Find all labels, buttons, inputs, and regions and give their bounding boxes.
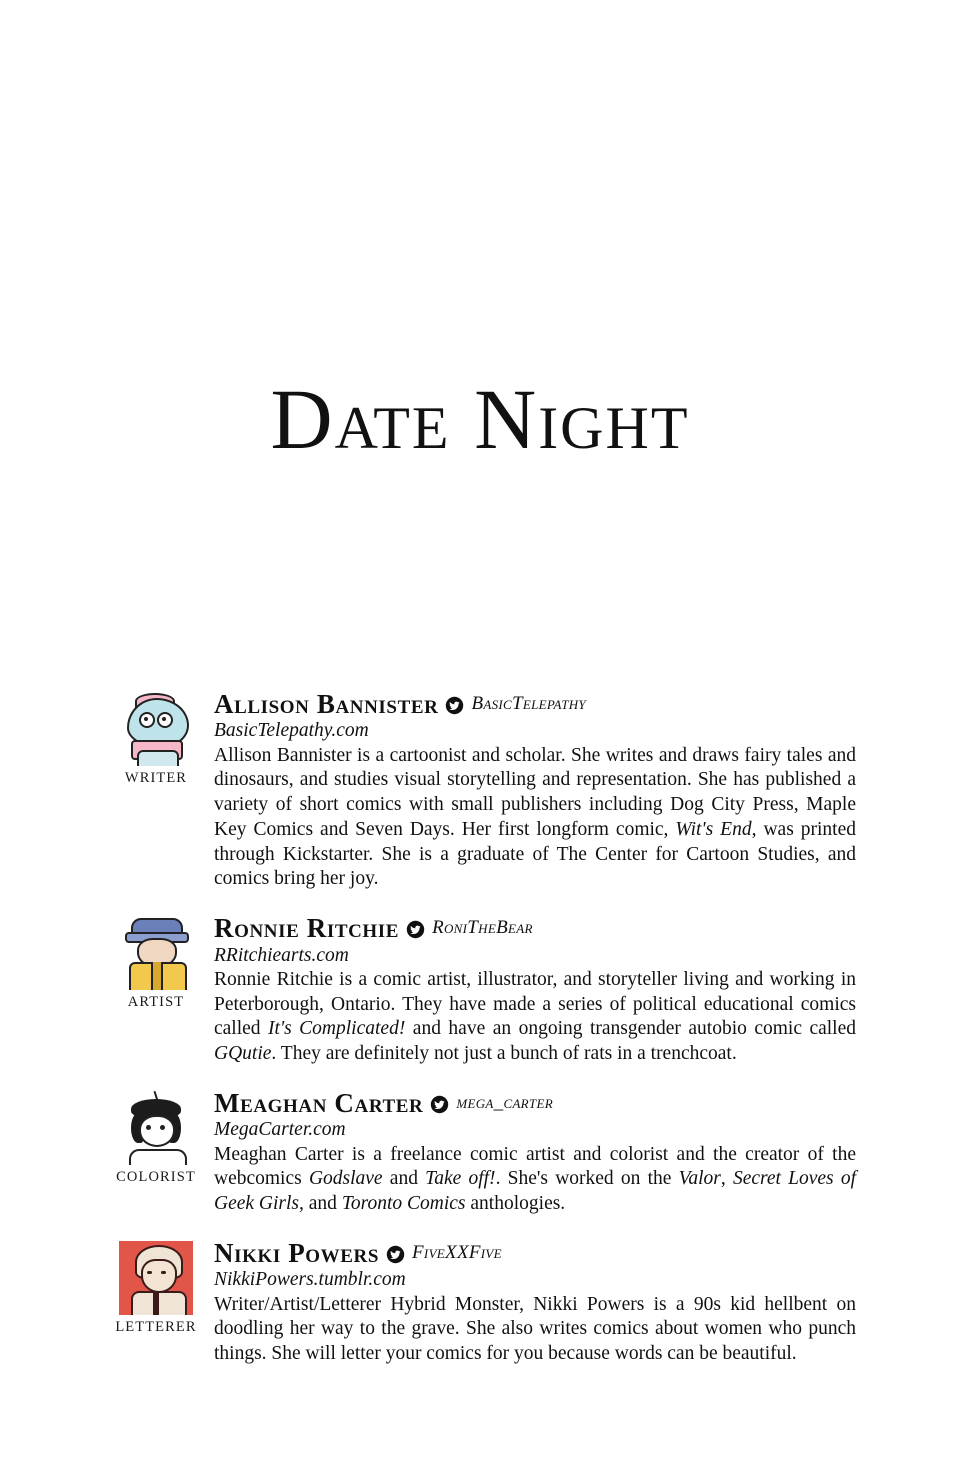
name-line: [214, 1089, 856, 1117]
twitter-handle[interactable]: BasicTelepathy: [471, 693, 586, 715]
twitter-bird-icon[interactable]: [406, 920, 425, 939]
role-label-artist: ARTIST: [127, 994, 185, 1011]
role-label-colorist: COLORIST: [116, 1168, 196, 1185]
bio-text: Ronnie Ritchie is a comic artist, illustrator, and storyteller living and working in Peterborough, Ontario. They have made a series of political educational comics called It's Complicated! and have an ongoing transgender autobio comic called GQutie. They are definitely not just a bunch of rats in a trenchcoat.: [214, 968, 856, 1065]
bio-text: Meaghan Carter is a freelance comic artist and colorist and the creator of the webcomics Godslave and Take off!. She's worked on the Valor, Secret Loves of Geek Girls, and Toronto Comics anthologies.: [214, 1143, 857, 1215]
dinosaur-with-glasses-portrait: [119, 692, 193, 766]
credit-text: [204, 1089, 856, 1217]
person-name: Meaghan Carter: [214, 1087, 424, 1118]
twitter-handle[interactable]: FiveXXFive: [412, 1242, 502, 1264]
portrait-column: [108, 1089, 204, 1186]
twitter-handle[interactable]: RoniTheBear: [432, 917, 533, 939]
website-link[interactable]: NikkiPowers.tumblr.com: [214, 1269, 406, 1291]
portrait-column: [108, 914, 204, 1011]
website-link[interactable]: BasicTelepathy.com: [214, 720, 369, 742]
woman-with-beret-portrait: [119, 1091, 193, 1165]
role-label-writer: WRITER: [124, 770, 188, 786]
portrait-column: [108, 690, 204, 787]
twitter-bird-icon[interactable]: [386, 1245, 405, 1264]
bio-text: Allison Bannister is a cartoonist and scholar. She writes and draws fairy tales and dinosaurs, and studies visual storytelling and representation. She has published a variety of short comics with small publishers including Dog City Press, Maple Key Comics and Seven Days. Her first longform comic, Wit's End, was printed through Kickstarter. She is a graduate of The Center for Cartoon Studies, and comics bring her joy.: [214, 744, 856, 890]
website-link[interactable]: MegaCarter.com: [214, 1119, 346, 1141]
person-name: Nikki Powers: [214, 1237, 380, 1268]
person-name: Ronnie Ritchie: [214, 913, 400, 944]
twitter-bird-icon[interactable]: [430, 1095, 449, 1114]
name-line: [214, 914, 856, 942]
portrait-column: [108, 1239, 204, 1336]
rats-in-a-trenchcoat-portrait: [119, 916, 193, 990]
name-line: [214, 1239, 856, 1267]
credit-entry-artist: [108, 914, 856, 1067]
credit-text: [204, 1239, 856, 1367]
person-name: Allison Bannister: [214, 689, 439, 719]
credit-entry-letterer: [108, 1239, 856, 1367]
credit-text: [204, 690, 856, 892]
credit-text: [204, 914, 856, 1067]
role-label-letterer: LETTERER: [115, 1318, 197, 1335]
red-background-portrait: [119, 1241, 193, 1315]
twitter-handle[interactable]: mega_carter: [456, 1092, 553, 1114]
twitter-bird-icon[interactable]: [445, 696, 464, 715]
credits-list: [108, 690, 856, 1389]
credit-entry-writer: [108, 690, 856, 892]
website-link[interactable]: RRitchiearts.com: [214, 944, 349, 966]
credit-entry-colorist: [108, 1089, 856, 1217]
page-title: Date Night: [270, 370, 690, 467]
bio-text: Writer/Artist/Letterer Hybrid Monster, Nikki Powers is a 90s kid hellbent on doodling her way to the grave. She also writes comics about women who punch things. She will letter your comics for you because words can be beautiful.: [214, 1293, 856, 1365]
name-line: [214, 690, 856, 718]
